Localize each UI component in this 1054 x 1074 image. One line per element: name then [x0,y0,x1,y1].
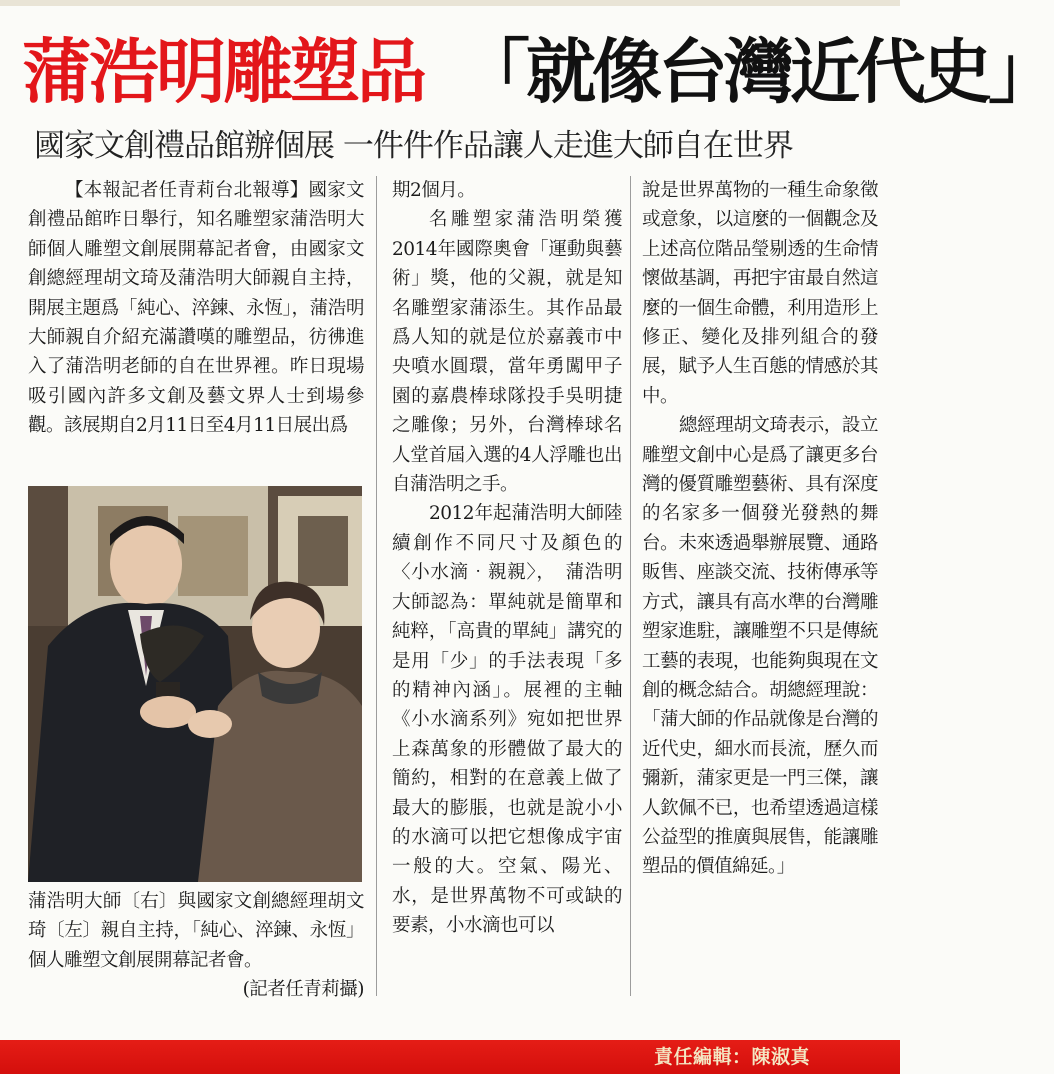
headline-main: 蒲浩明雕塑品 [22,31,424,113]
subheadline: 國家文創禮品館辦個展 一件件作品讓人走進大師自在世界 [34,128,793,164]
article-paragraph: 說是世界萬物的一種生命象徵或意象，以這麼的一個觀念及上述高位階品瑩剔透的生命情懷做基調，再把宇宙最自然這麼的一個生命體，利用造形上修正、變化及排列組合的發展，賦予人生百態的情感於其中。 [642,180,878,407]
photo-caption [28,887,364,1005]
headline [22,26,1054,118]
column-divider [630,176,631,996]
headline-quote: 「就像台灣近代史」 [460,31,1054,113]
photo-credit: (記者任青莉攝) [242,979,364,1001]
editor-credit: 責任編輯：陳淑真 [653,1046,810,1068]
article-paragraph: 期2個月。 [392,180,476,201]
article-paragraph: 名雕塑家蒲浩明榮獲2014年國際奧會「運動與藝術」獎，他的父親，就是知名雕塑家蒲添生。其作品最爲人知的就是位於嘉義市中央噴水圓環，當年勇闖甲子園的嘉農棒球隊投手吳明捷之雕像；另外，台灣棒球名人堂首屆入選的4人浮雕也出自蒲浩明之手。 [392,209,622,496]
footer-bar [0,1040,900,1074]
caption-text: 蒲浩明大師〔右〕與國家文創總經理胡文琦〔左〕親自主持，「純心、淬鍊、永恆」個人雕塑文創展開幕記者會。 [28,891,364,971]
column-divider [376,176,377,996]
article-paragraph: 2012年起蒲浩明大師陸續創作不同尺寸及顏色的〈小水滴‧親親〉， 蒲浩明大師認為：單純就是簡單和純粹，「高貴的單純」講究的是用「少」的手法表現「多的精神內涵」。展裡的主軸《小水滴系列》宛如把世界上森萬象的形體做了最大的簡約，相對的在意義上做了最大的膨脹，也就是說小小的水滴可以把它想像成宇宙一般的大。空氣、陽光、水，是世界萬物不可或缺的要素，小水滴也可以 [392,503,622,937]
article-photo [28,486,362,882]
article-column-3 [642,176,878,882]
article-column-1 [28,176,364,441]
article-paragraph: 總經理胡文琦表示，設立雕塑文創中心是爲了讓更多台灣的優質雕塑藝術、具有深度的名家多一個發光發熱的舞台。未來透過舉辦展覽、通路販售、座談交流、技術傳承等方式，讓具有高水準的台灣雕塑家進駐，讓雕塑不只是傳統工藝的表現，也能夠與現在文創的概念結合。胡總經理說：「蒲大師的作品就像是台灣的近代史，細水而長流，歷久而彌新，蒲家更是一門三傑，讓人欽佩不已，也希望透過這樣公益型的推廣與展售，能讓雕塑品的價值綿延。」 [642,415,878,878]
article-column-2 [392,176,622,941]
page-top-edge [0,0,900,6]
photo-illustration [28,486,362,882]
article-paragraph: 【本報記者任青莉台北報導】國家文創禮品館昨日舉行，知名雕塑家蒲浩明大師個人雕塑文創展開幕記者會，由國家文創總經理胡文琦及蒲浩明大師親自主持，開展主題爲「純心、淬鍊、永恆」，蒲浩明大師親自介紹充滿讚嘆的雕塑品，彷彿進入了蒲浩明老師的自在世界裡。昨日現場吸引國內許多文創及藝文界人士到場參觀。該展期自2月11日至4月11日展出爲 [28,180,364,437]
